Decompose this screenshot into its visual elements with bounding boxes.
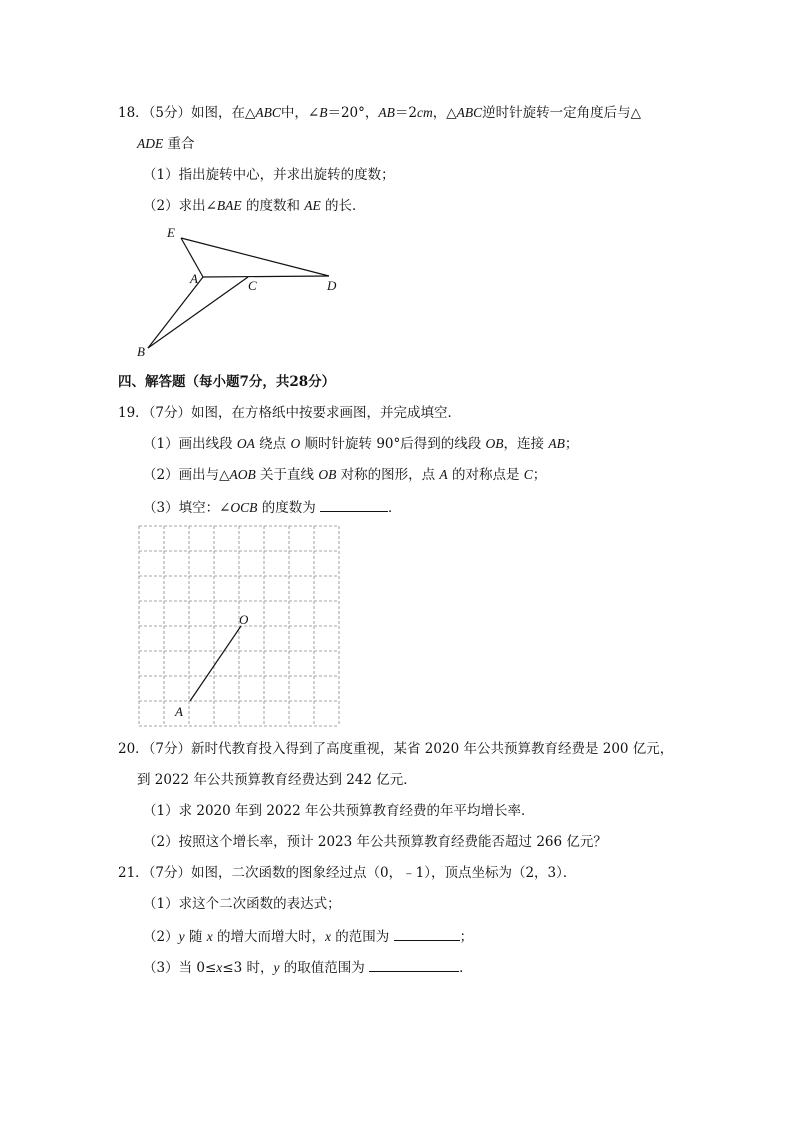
q21-line1: 21．（7分）如图，二次函数的图象经过点（0，﹣1），顶点坐标为（2，3）． — [118, 865, 577, 881]
q18-line2: ADE 重合 — [137, 136, 195, 152]
label-D: D — [327, 278, 337, 293]
label-A: A — [190, 271, 198, 286]
segment-OA — [190, 626, 241, 701]
label-A: A — [175, 704, 183, 719]
section-heading: 四、解答题（每小题7分，共28分） — [118, 374, 336, 390]
q18-sub2: （2）求出∠BAE 的度数和 AE 的长． — [143, 198, 366, 214]
label-E: E — [167, 225, 175, 240]
q20-line2: 到 2022 年公共预算教育经费达到 242 亿元． — [137, 772, 417, 788]
q19-sub1: （1）画出线段 OA 绕点 O 顺时针旋转 90°后得到的线段 OB，连接 AB； — [143, 436, 579, 452]
answer-blank-q21-2[interactable] — [394, 926, 460, 941]
q18-figure — [130, 220, 360, 365]
label-O: O — [239, 612, 249, 627]
q21-sub2: （2）y 随 x 的增大而增大时，x 的范围为 ； — [143, 926, 473, 946]
answer-blank-q19[interactable] — [320, 497, 388, 512]
answer-blank-q21-3[interactable] — [369, 957, 459, 972]
segment-AB — [148, 277, 203, 348]
q18-sub1: （1）指出旋转中心，并求出旋转的度数； — [143, 167, 395, 183]
q19-sub2: （2）画出与△AOB 关于直线 OB 对称的图形，点 A 的对称点是 C； — [143, 467, 547, 483]
q19-grid-figure — [130, 520, 345, 730]
q21-sub1: （1）求这个二次函数的表达式； — [143, 896, 341, 912]
segment-AD — [203, 276, 329, 277]
q20-sub1: （1）求 2020 年到 2022 年公共预算教育经费的年平均增长率． — [143, 803, 535, 819]
q20-sub2: （2）按照这个增长率，预计 2023 年公共预算教育经费能否超过 266 亿元？ — [143, 834, 607, 850]
q20-line1: 20．（7分）新时代教育投入得到了高度重视，某省 2020 年公共预算教育经费是 200 亿元， — [118, 741, 674, 757]
q19-line1: 19．（7分）如图，在方格纸中按要求画图，并完成填空． — [118, 405, 462, 421]
q18-line1: 18．（5分）如图，在△ABC中，∠B＝20°，AB＝2cm，△ABC逆时针旋转一定角度后与△ — [118, 105, 642, 121]
segment-BC — [148, 277, 248, 348]
segment-ED — [181, 238, 329, 276]
label-B: B — [137, 344, 145, 359]
q19-sub3: （3）填空：∠OCB 的度数为 ． — [143, 497, 402, 517]
q21-sub3: （3）当 0≤x≤3 时，y 的取值范围为 ． — [143, 957, 473, 977]
label-C: C — [248, 278, 257, 293]
